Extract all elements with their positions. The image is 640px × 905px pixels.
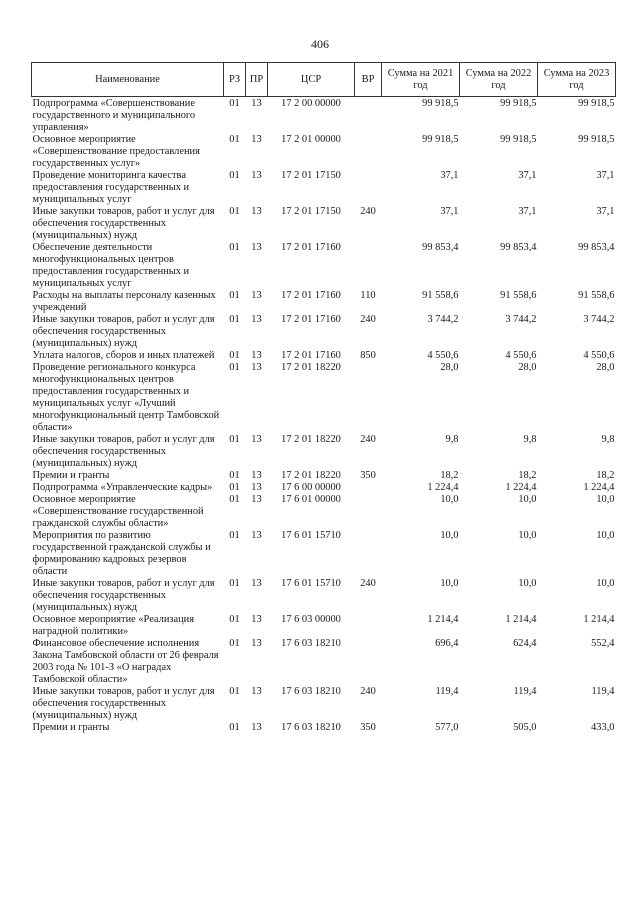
cell-sum-2021: 99 918,5 [422, 134, 459, 145]
cell-pr: 13 [251, 434, 262, 445]
table-header-row [32, 63, 616, 97]
table-row [32, 722, 616, 734]
header-sum-2022: Сумма на 2022 год [460, 63, 538, 97]
cell-csr: 17 2 01 17160 [281, 314, 341, 325]
table-row [32, 434, 616, 470]
cell-rz: 01 [229, 206, 240, 217]
cell-sum-2021: 18,2 [440, 470, 459, 481]
cell-name: Иные закупки товаров, работ и услуг для обеспечения государственных (муниципальных) нужд [32, 434, 215, 469]
cell-sum-2022: 37,1 [518, 170, 537, 181]
cell-csr: 17 2 01 17160 [281, 242, 341, 253]
cell-sum-2023: 10,0 [596, 578, 615, 589]
cell-rz: 01 [229, 638, 240, 649]
cell-sum-2021: 577,0 [435, 722, 459, 733]
cell-pr: 13 [251, 134, 262, 145]
table-row [32, 638, 616, 686]
cell-vr: 850 [360, 350, 376, 361]
cell-vr [355, 170, 382, 206]
cell-sum-2023: 99 918,5 [578, 98, 615, 109]
cell-sum-2022: 10,0 [518, 578, 537, 589]
cell-sum-2022: 10,0 [518, 494, 537, 505]
cell-sum-2022: 91 558,6 [500, 290, 537, 301]
cell-sum-2023: 18,2 [596, 470, 615, 481]
cell-rz: 01 [229, 482, 240, 493]
cell-vr [355, 494, 382, 530]
cell-sum-2021: 119,4 [435, 686, 459, 697]
cell-csr: 17 2 01 17150 [281, 170, 341, 181]
table-row [32, 482, 616, 494]
cell-sum-2022: 505,0 [513, 722, 537, 733]
cell-sum-2021: 99 918,5 [422, 98, 459, 109]
cell-sum-2022: 28,0 [518, 362, 537, 373]
cell-sum-2022: 37,1 [518, 206, 537, 217]
cell-sum-2023: 10,0 [596, 530, 615, 541]
cell-vr: 240 [360, 434, 376, 445]
table-row [32, 614, 616, 638]
cell-csr: 17 2 01 17160 [281, 350, 341, 361]
header-csr: ЦСР [268, 63, 355, 97]
cell-csr: 17 2 01 18220 [281, 470, 341, 481]
cell-sum-2022: 1 224,4 [505, 482, 537, 493]
cell-name: Иные закупки товаров, работ и услуг для обеспечения государственных (муниципальных) нужд [32, 686, 215, 721]
header-name: Наименование [32, 63, 224, 97]
cell-rz: 01 [229, 470, 240, 481]
cell-csr: 17 6 01 00000 [281, 494, 341, 505]
cell-rz: 01 [229, 170, 240, 181]
cell-csr: 17 6 00 00000 [281, 482, 341, 493]
cell-rz: 01 [229, 242, 240, 253]
cell-vr: 110 [360, 290, 376, 301]
cell-pr: 13 [251, 494, 262, 505]
table-row [32, 134, 616, 170]
cell-vr: 240 [360, 686, 376, 697]
cell-sum-2021: 696,4 [435, 638, 459, 649]
cell-sum-2021: 99 853,4 [422, 242, 459, 253]
cell-vr [355, 242, 382, 290]
cell-vr [355, 614, 382, 638]
cell-name: Основное мероприятие «Совершенствование государственной гражданской службы области» [32, 494, 204, 529]
cell-csr: 17 2 01 18220 [281, 362, 341, 373]
cell-rz: 01 [229, 434, 240, 445]
cell-sum-2023: 433,0 [591, 722, 615, 733]
cell-sum-2023: 99 918,5 [578, 134, 615, 145]
cell-sum-2023: 91 558,6 [578, 290, 615, 301]
table-row [32, 362, 616, 434]
cell-sum-2021: 37,1 [440, 170, 459, 181]
table-row [32, 97, 616, 135]
cell-csr: 17 6 01 15710 [281, 530, 341, 541]
cell-pr: 13 [251, 290, 262, 301]
page-number: 406 [311, 37, 329, 51]
table-row [32, 314, 616, 350]
cell-sum-2023: 37,1 [596, 206, 615, 217]
cell-pr: 13 [251, 638, 262, 649]
cell-csr: 17 2 01 18220 [281, 434, 341, 445]
cell-csr: 17 2 00 00000 [281, 98, 341, 109]
cell-csr: 17 6 03 18210 [281, 638, 341, 649]
cell-name: Обеспечение деятельности многофункциональных центров предоставления государственных и муниципальных услуг [32, 242, 190, 289]
header-pr: ПР [246, 63, 268, 97]
cell-sum-2021: 10,0 [440, 578, 459, 589]
cell-name: Мероприятия по развитию государственной гражданской службы и формированию кадровых резервов области [32, 530, 211, 577]
header-sum-2021: Сумма на 2021 год [382, 63, 460, 97]
cell-sum-2022: 624,4 [513, 638, 537, 649]
cell-pr: 13 [251, 470, 262, 481]
cell-sum-2023: 1 224,4 [583, 482, 615, 493]
cell-pr: 13 [251, 686, 262, 697]
cell-name: Проведение мониторинга качества предоставления государственных и муниципальных услуг [32, 170, 190, 205]
cell-sum-2022: 9,8 [523, 434, 537, 445]
cell-sum-2023: 28,0 [596, 362, 615, 373]
cell-sum-2021: 37,1 [440, 206, 459, 217]
cell-sum-2021: 28,0 [440, 362, 459, 373]
cell-name: Основное мероприятие «Реализация наградной политики» [32, 614, 194, 637]
table-row [32, 530, 616, 578]
cell-sum-2022: 18,2 [518, 470, 537, 481]
cell-sum-2021: 1 214,4 [427, 614, 459, 625]
cell-sum-2023: 1 214,4 [583, 614, 615, 625]
cell-rz: 01 [229, 578, 240, 589]
cell-sum-2021: 10,0 [440, 494, 459, 505]
cell-name: Премии и гранты [32, 722, 110, 733]
cell-rz: 01 [229, 530, 240, 541]
cell-rz: 01 [229, 314, 240, 325]
table-row [32, 290, 616, 314]
cell-csr: 17 2 01 17150 [281, 206, 341, 217]
table-row [32, 470, 616, 482]
cell-sum-2022: 3 744,2 [505, 314, 537, 325]
cell-sum-2023: 37,1 [596, 170, 615, 181]
cell-vr [355, 530, 382, 578]
budget-table [31, 62, 616, 734]
cell-rz: 01 [229, 614, 240, 625]
cell-vr [355, 482, 382, 494]
cell-pr: 13 [251, 206, 262, 217]
table-row [32, 242, 616, 290]
cell-pr: 13 [251, 98, 262, 109]
cell-rz: 01 [229, 362, 240, 373]
cell-pr: 13 [251, 482, 262, 493]
cell-csr: 17 6 01 15710 [281, 578, 341, 589]
cell-sum-2023: 10,0 [596, 494, 615, 505]
cell-vr: 350 [360, 470, 376, 481]
cell-vr: 240 [360, 314, 376, 325]
cell-sum-2022: 4 550,6 [505, 350, 537, 361]
cell-name: Подпрограмма «Совершенствование государственного и муниципального управления» [32, 98, 196, 133]
cell-csr: 17 2 01 00000 [281, 134, 341, 145]
cell-pr: 13 [251, 722, 262, 733]
cell-vr [355, 362, 382, 434]
cell-name: Расходы на выплаты персоналу казенных учреждений [32, 290, 216, 313]
cell-name: Подпрограмма «Управленческие кадры» [32, 482, 213, 493]
cell-sum-2023: 119,4 [591, 686, 615, 697]
table-row [32, 578, 616, 614]
cell-sum-2021: 10,0 [440, 530, 459, 541]
cell-sum-2022: 119,4 [513, 686, 537, 697]
cell-name: Уплата налогов, сборов и иных платежей [32, 350, 215, 361]
cell-csr: 17 2 01 17160 [281, 290, 341, 301]
cell-sum-2023: 9,8 [601, 434, 615, 445]
cell-vr [355, 97, 382, 135]
table-row [32, 170, 616, 206]
cell-pr: 13 [251, 530, 262, 541]
table-row [32, 686, 616, 722]
cell-sum-2023: 552,4 [591, 638, 615, 649]
cell-csr: 17 6 03 18210 [281, 686, 341, 697]
cell-pr: 13 [251, 314, 262, 325]
cell-csr: 17 6 03 00000 [281, 614, 341, 625]
cell-vr: 240 [360, 578, 376, 589]
header-vr: ВР [355, 63, 382, 97]
cell-vr: 350 [360, 722, 376, 733]
cell-vr [355, 134, 382, 170]
cell-pr: 13 [251, 170, 262, 181]
cell-rz: 01 [229, 686, 240, 697]
cell-sum-2022: 99 853,4 [500, 242, 537, 253]
cell-name: Премии и гранты [32, 470, 110, 481]
cell-rz: 01 [229, 134, 240, 145]
cell-name: Проведение регионального конкурса многофункциональных центров предоставления государственных и муниципальных услуг «Лучший многофункциональный центр Тамбовской области» [32, 362, 220, 433]
cell-pr: 13 [251, 350, 262, 361]
header-sum-2023: Сумма на 2023 год [538, 63, 616, 97]
cell-sum-2023: 3 744,2 [583, 314, 615, 325]
cell-sum-2022: 99 918,5 [500, 98, 537, 109]
cell-rz: 01 [229, 494, 240, 505]
table-row [32, 494, 616, 530]
cell-sum-2022: 99 918,5 [500, 134, 537, 145]
cell-sum-2021: 91 558,6 [422, 290, 459, 301]
cell-sum-2022: 10,0 [518, 530, 537, 541]
cell-vr [355, 638, 382, 686]
cell-pr: 13 [251, 614, 262, 625]
cell-sum-2021: 3 744,2 [427, 314, 459, 325]
cell-pr: 13 [251, 242, 262, 253]
header-rz: РЗ [224, 63, 246, 97]
cell-name: Иные закупки товаров, работ и услуг для обеспечения государственных (муниципальных) нужд [32, 314, 215, 349]
cell-name: Иные закупки товаров, работ и услуг для обеспечения государственных (муниципальных) нужд [32, 206, 215, 241]
cell-name: Финансовое обеспечение исполнения Закона Тамбовской области от 26 февраля 2003 года № 101-З «О наградах Тамбовской области» [32, 638, 219, 685]
cell-rz: 01 [229, 98, 240, 109]
cell-sum-2021: 4 550,6 [427, 350, 459, 361]
cell-pr: 13 [251, 578, 262, 589]
cell-rz: 01 [229, 722, 240, 733]
cell-pr: 13 [251, 362, 262, 373]
table-row [32, 350, 616, 362]
cell-sum-2021: 1 224,4 [427, 482, 459, 493]
cell-sum-2023: 99 853,4 [578, 242, 615, 253]
cell-name: Основное мероприятие «Совершенствование предоставления государственных услуг» [32, 134, 200, 169]
cell-sum-2021: 9,8 [445, 434, 459, 445]
cell-sum-2023: 4 550,6 [583, 350, 615, 361]
cell-rz: 01 [229, 350, 240, 361]
cell-csr: 17 6 03 18210 [281, 722, 341, 733]
cell-rz: 01 [229, 290, 240, 301]
cell-sum-2022: 1 214,4 [505, 614, 537, 625]
table-row [32, 206, 616, 242]
table-body [32, 97, 616, 735]
cell-name: Иные закупки товаров, работ и услуг для обеспечения государственных (муниципальных) нужд [32, 578, 215, 613]
cell-vr: 240 [360, 206, 376, 217]
